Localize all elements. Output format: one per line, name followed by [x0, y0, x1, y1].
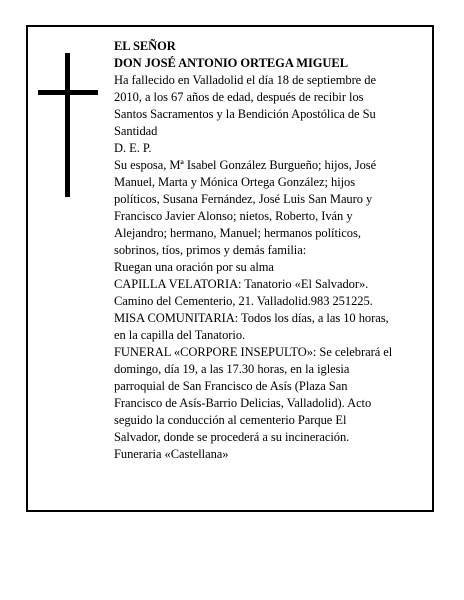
family-line: Su esposa, Mª Isabel González Burgueño; hijos, José — [114, 158, 377, 172]
dep-line: D. E. P. — [114, 141, 152, 155]
family-line: sobrinos, tíos, primos y demás familia: — [114, 243, 307, 257]
mass-line: en la capilla del Tanatorio. — [114, 328, 246, 342]
announcement-line: Santos Sacramentos y la Bendición Apostólica de Su — [114, 107, 376, 121]
family-line: políticos, Susana Fernández, José Luis San Mauro y — [114, 192, 373, 206]
funeral-line: parroquial de San Francisco de Asís (Plaza San — [114, 379, 348, 393]
deceased-name: DON JOSÉ ANTONIO ORTEGA MIGUEL — [114, 56, 348, 70]
funeral-line: Salvador, donde se procederá a su incineración. — [114, 430, 350, 444]
prayer-line: Ruegan una oración por su alma — [114, 260, 274, 274]
family-paragraph — [114, 157, 426, 259]
funeral-line: FUNERAL «CORPORE INSEPULTO»: Se celebrará el — [114, 345, 393, 359]
chapel-line: Camino del Cementerio, 21. Valladolid.983 251225. — [114, 294, 373, 308]
cross-horizontal-bar — [38, 90, 98, 95]
announcement-line: Santidad — [114, 124, 158, 138]
family-line: Manuel, Marta y Mónica Ortega González; hijos — [114, 175, 356, 189]
funeral-line: Francisco de Asís-Barrio Delicias, Valladolid). Acto — [114, 396, 372, 410]
announcement-paragraph — [114, 72, 426, 140]
funeral-home-line: Funeraria «Castellana» — [114, 447, 229, 461]
mass-line: MISA COMUNITARIA: Todos los días, a las 10 horas, — [114, 311, 389, 325]
cross-icon — [38, 53, 98, 197]
obituary-text — [114, 38, 426, 463]
chapel-paragraph — [114, 276, 426, 310]
announcement-line: 2010, a los 67 años de edad, después de recibir los — [114, 90, 364, 104]
family-line: Alejandro; hermano, Manuel; hermanos políticos, — [114, 226, 361, 240]
funeral-paragraph — [114, 344, 426, 446]
family-line: Francisco Javier Alonso; nietos, Roberto, Iván y — [114, 209, 353, 223]
funeral-line: seguido la conducción al cementerio Parque El — [114, 413, 347, 427]
funeral-line: domingo, día 19, a las 17.30 horas, en la iglesia — [114, 362, 350, 376]
heading-title: EL SEÑOR — [114, 39, 176, 53]
chapel-line: CAPILLA VELATORIA: Tanatorio «El Salvador». — [114, 277, 369, 291]
announcement-line: Ha fallecido en Valladolid el día 18 de septiembre de — [114, 73, 376, 87]
cross-vertical-bar — [65, 53, 70, 197]
mass-paragraph — [114, 310, 426, 344]
